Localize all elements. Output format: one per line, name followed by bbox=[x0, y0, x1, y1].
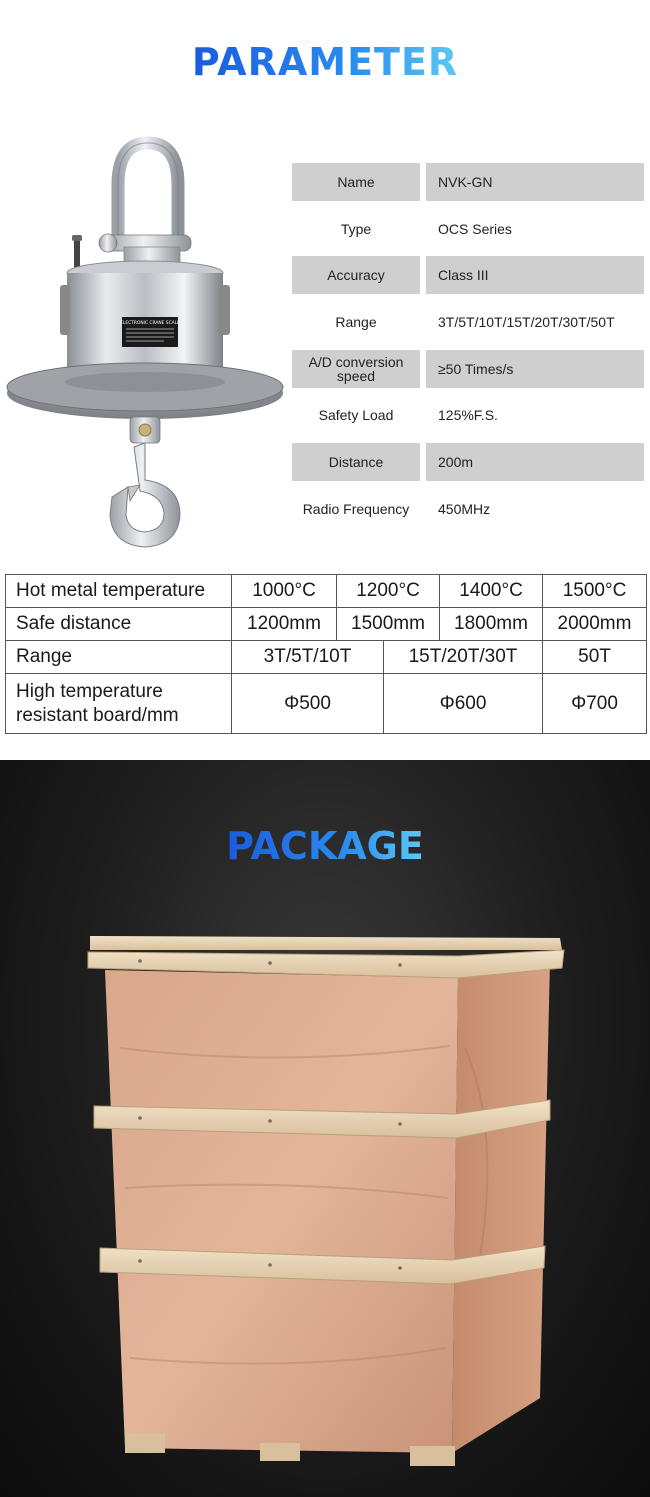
spec-table bbox=[292, 163, 644, 537]
spec-row-ad-conversion bbox=[292, 350, 644, 388]
wooden-crate-image bbox=[80, 928, 570, 1468]
spec-label: Radio Frequency bbox=[302, 500, 410, 517]
table-cell: 15T/20T/30T bbox=[384, 641, 543, 674]
table-cell: 50T bbox=[543, 641, 647, 674]
spec-row-accuracy bbox=[292, 256, 644, 294]
spec-value: 125%F.S. bbox=[438, 407, 498, 424]
table-cell: 1200°C bbox=[337, 575, 440, 608]
spec-value: 200m bbox=[426, 443, 644, 481]
row-header bbox=[6, 674, 232, 734]
table-cell: 1200mm bbox=[232, 608, 337, 641]
table-cell: Φ500 bbox=[232, 674, 384, 734]
spec-value: OCS Series bbox=[438, 220, 512, 237]
parameter-title bbox=[0, 40, 650, 84]
row-header-line1: High temperature bbox=[16, 680, 163, 702]
spec-row-range bbox=[292, 303, 644, 341]
table-cell: 3T/5T/10T bbox=[232, 641, 384, 674]
parameter-title-text: PARAMETER bbox=[191, 40, 459, 84]
crane-scale-image bbox=[0, 135, 290, 555]
package-title bbox=[0, 824, 650, 868]
spec-value: 450MHz bbox=[438, 500, 491, 517]
table-cell: 1500°C bbox=[543, 575, 647, 608]
spec-label: Safety Load bbox=[318, 407, 394, 424]
spec-label: Accuracy bbox=[292, 256, 420, 294]
spec-value: Class III bbox=[426, 256, 644, 294]
spec-row-radio-frequency bbox=[292, 490, 644, 528]
temperature-table bbox=[5, 574, 647, 734]
table-cell: 1800mm bbox=[440, 608, 543, 641]
spec-value: NVK-GN bbox=[426, 163, 644, 201]
table-cell: Φ600 bbox=[384, 674, 543, 734]
row-header: Hot metal temperature bbox=[6, 575, 232, 608]
row-header: Safe distance bbox=[6, 608, 232, 641]
spec-label-line2: speed bbox=[336, 367, 376, 384]
spec-label: Type bbox=[340, 220, 372, 237]
spec-label-line1: A/D conversion bbox=[308, 353, 404, 370]
spec-row-safety-load bbox=[292, 396, 644, 434]
row-header: Range bbox=[6, 641, 232, 674]
table-row bbox=[6, 608, 647, 641]
label-plate-heading: ELECTRONIC CRANE SCALE bbox=[120, 321, 180, 326]
spec-label: Distance bbox=[292, 443, 420, 481]
spec-label: Range bbox=[335, 314, 377, 331]
spec-row-type bbox=[292, 210, 644, 248]
package-title-text: PACKAGE bbox=[226, 824, 424, 868]
table-cell: Φ700 bbox=[543, 674, 647, 734]
spec-label: Name bbox=[292, 163, 420, 201]
table-cell: 1400°C bbox=[440, 575, 543, 608]
table-row bbox=[6, 575, 647, 608]
row-header-line2: resistant board/mm bbox=[16, 704, 179, 726]
table-row bbox=[6, 674, 647, 734]
package-section bbox=[0, 760, 650, 1497]
spec-row-distance bbox=[292, 443, 644, 481]
spec-value: 3T/5T/10T/15T/20T/30T/50T bbox=[438, 314, 615, 331]
table-row bbox=[6, 641, 647, 674]
table-cell: 1000°C bbox=[232, 575, 337, 608]
table-cell: 1500mm bbox=[337, 608, 440, 641]
spec-label bbox=[292, 350, 420, 388]
table-cell: 2000mm bbox=[543, 608, 647, 641]
spec-value: ≥50 Times/s bbox=[426, 350, 644, 388]
spec-row-name bbox=[292, 163, 644, 201]
